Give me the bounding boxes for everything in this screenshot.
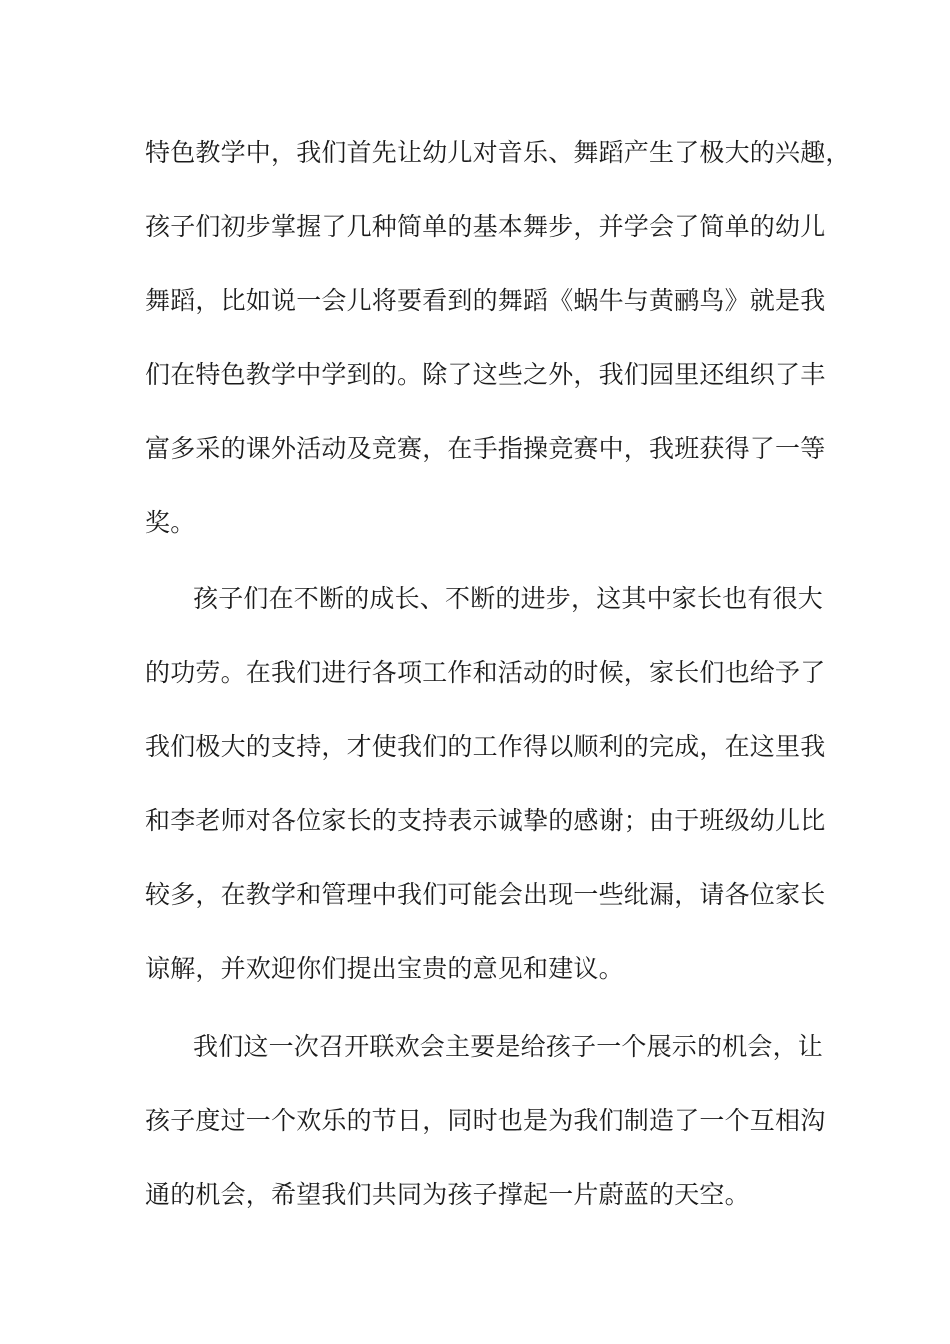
paragraph-line: 和李老师对各位家长的支持表示诚挚的感谢；由于班级幼儿比	[145, 806, 826, 835]
paragraph-line: 们在特色教学中学到的。除了这些之外，我们园里还组织了丰	[145, 360, 826, 389]
paragraph-line: 奖。	[145, 508, 196, 537]
paragraph-line: 孩子度过一个欢乐的节日，同时也是为我们制造了一个互相沟	[145, 1106, 826, 1135]
paragraph-line: 我们极大的支持，才使我们的工作得以顺利的完成，在这里我	[145, 732, 826, 761]
paragraph-line: 较多，在教学和管理中我们可能会出现一些纰漏，请各位家长	[145, 880, 826, 909]
paragraph-line: 特色教学中，我们首先让幼儿对音乐、舞蹈产生了极大的兴趣，	[145, 138, 851, 167]
paragraph-line: 我们这一次召开联欢会主要是给孩子一个展示的机会，让	[193, 1032, 824, 1061]
paragraph-line: 谅解，并欢迎你们提出宝贵的意见和建议。	[145, 954, 624, 983]
paragraph-line: 舞蹈，比如说一会儿将要看到的舞蹈《蜗牛与黄鹂鸟》就是我	[145, 286, 826, 315]
paragraph-line: 富多采的课外活动及竞赛，在手指操竞赛中，我班获得了一等	[145, 434, 826, 463]
paragraph-line: 的功劳。在我们进行各项工作和活动的时候，家长们也给予了	[145, 658, 826, 687]
paragraph-line: 孩子们在不断的成长、不断的进步，这其中家长也有很大	[193, 584, 824, 613]
paragraph-line: 孩子们初步掌握了几种简单的基本舞步，并学会了简单的幼儿	[145, 212, 826, 241]
paragraph-line: 通的机会，希望我们共同为孩子撑起一片蔚蓝的天空。	[145, 1180, 750, 1209]
